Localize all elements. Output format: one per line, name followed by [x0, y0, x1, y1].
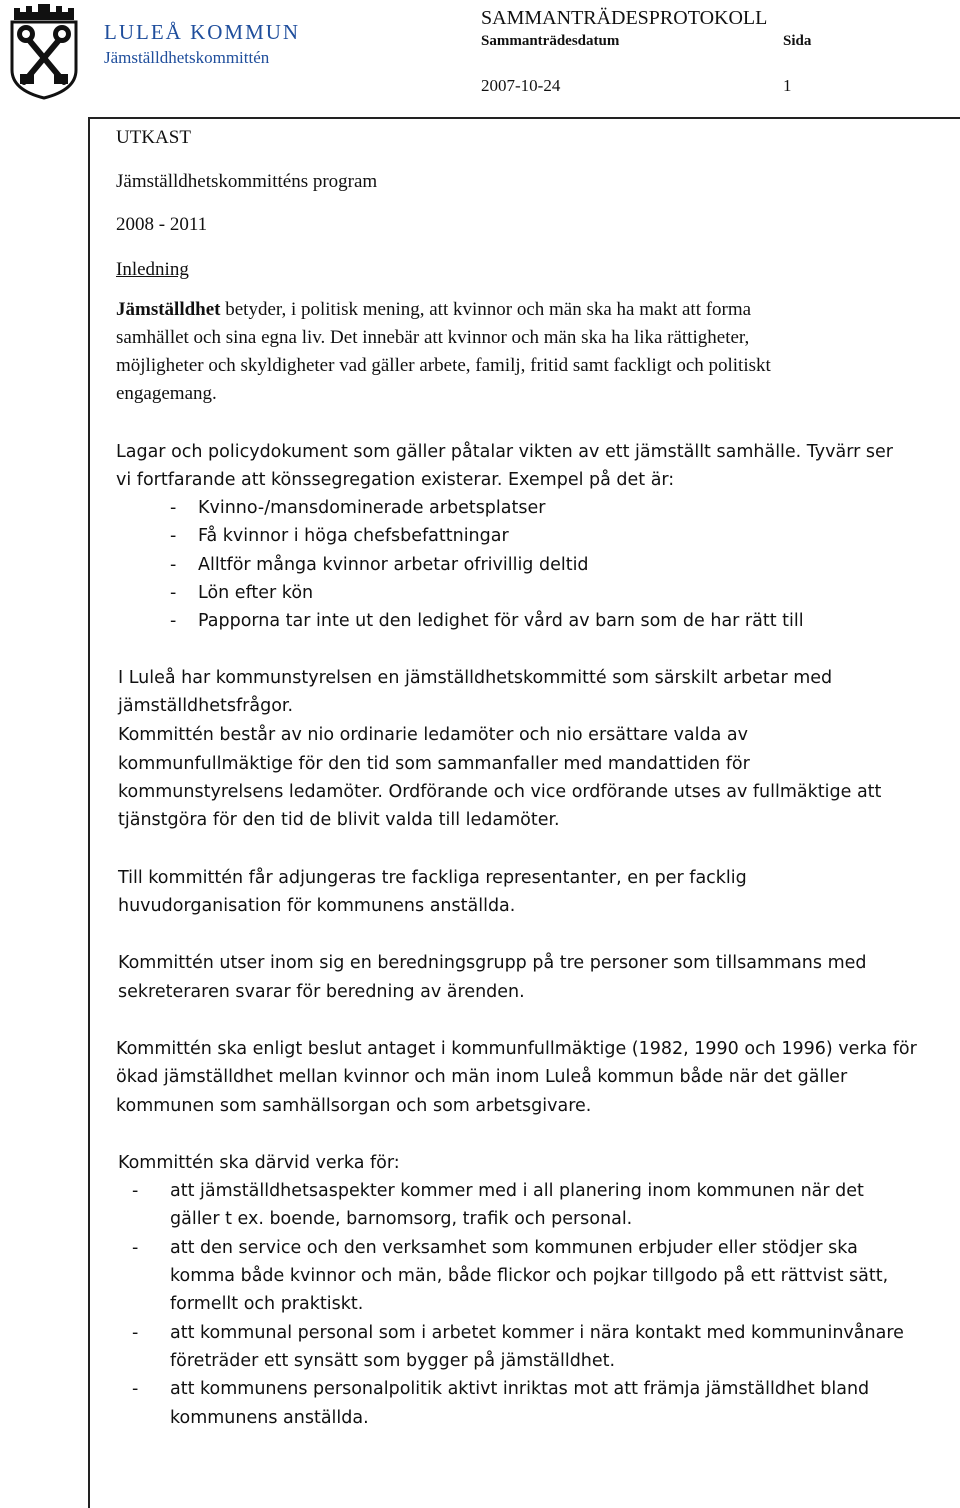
page-label: Sida — [783, 33, 812, 49]
list-item: kommunens anställda. — [170, 1408, 369, 1428]
intro-heading: Inledning — [116, 259, 189, 280]
list-bullet: - — [170, 526, 177, 546]
list-item: Papporna tar inte ut den ledighet för vård av barn som de har rätt till — [198, 611, 804, 631]
org-unit: Jämställdhetskommittén — [104, 48, 270, 67]
paragraph-line: tjänstgöra för den tid de blivit valda till ledamöter. — [118, 810, 560, 830]
paragraph-line: Kommittén utser inom sig en beredningsgrupp på tre personer som tillsammans med — [118, 953, 867, 973]
program-years: 2008 - 2011 — [116, 214, 208, 235]
list-item: formellt och praktiskt. — [170, 1294, 364, 1314]
paragraph-line: Till kommittén får adjungeras tre fackliga representanter, en per facklig — [118, 868, 747, 888]
list-item: att kommunens personalpolitik aktivt inriktas mot att främja jämställdhet bland — [170, 1379, 870, 1399]
list-bullet: - — [132, 1379, 139, 1399]
paragraph-line: sekreteraren svarar för beredning av ärenden. — [118, 982, 525, 1002]
paragraph-line: samhället och sina egna liv. Det innebär att kvinnor och män ska ha lika rättigheter, — [116, 327, 750, 348]
list-item: företräder ett synsätt som bygger på jämställdhet. — [170, 1351, 616, 1371]
paragraph-line — [116, 296, 751, 324]
paragraph-line: kommunen som samhällsorgan och som arbetsgivare. — [116, 1096, 592, 1116]
program-title: Jämställdhetskommitténs program — [116, 171, 378, 192]
paragraph-line: möjligheter och skyldigheter vad gäller arbete, familj, fritid samt fackligt och politiskt — [116, 355, 771, 376]
org-name: LULEÅ KOMMUN — [104, 20, 301, 44]
list-bullet: - — [170, 583, 177, 603]
paragraph-line: Kommittén ska därvid verka för: — [118, 1153, 400, 1173]
paragraph-line: vi fortfarande att könssegregation existerar. Exempel på det är: — [116, 470, 675, 490]
list-bullet: - — [132, 1238, 139, 1258]
document-header — [0, 0, 960, 118]
list-bullet: - — [132, 1181, 139, 1201]
list-bullet: - — [170, 611, 177, 631]
meeting-date: 2007-10-24 — [481, 76, 561, 95]
paragraph-line: kommunfullmäktige för den tid som sammanfaller med mandattiden för — [118, 754, 750, 774]
header-divider — [90, 117, 960, 119]
paragraph-line: ökad jämställdhet mellan kvinnor och män inom Luleå kommun både när det gäller — [116, 1067, 848, 1087]
paragraph-line: kommunstyrelsens ledamöter. Ordförande och vice ordförande utses av fullmäktige att — [118, 782, 882, 802]
draft-label: UTKAST — [116, 127, 191, 148]
list-item: Kvinno-/mansdominerade arbetsplatser — [198, 498, 546, 518]
left-margin-rule — [88, 117, 90, 1508]
paragraph-line: Lagar och policydokument som gäller påtalar vikten av ett jämställt samhälle. Tyvärr ser — [116, 442, 893, 462]
list-item: komma både kvinnor och män, både flickor och pojkar tillgodo på ett rättvist sätt, — [170, 1266, 889, 1286]
term-bold: Jämställdhet — [116, 299, 221, 320]
list-item: Lön efter kön — [198, 583, 314, 603]
list-item: gäller t ex. boende, barnomsorg, trafik och personal. — [170, 1209, 633, 1229]
list-item: Få kvinnor i höga chefsbefattningar — [198, 526, 509, 546]
list-item: Alltför många kvinnor arbetar ofrivillig deltid — [198, 555, 589, 575]
municipal-crest-icon — [8, 0, 80, 100]
list-bullet: - — [132, 1323, 139, 1343]
list-item: att den service och den verksamhet som kommunen erbjuder eller stödjer ska — [170, 1238, 858, 1258]
paragraph-line: Kommittén ska enligt beslut antaget i kommunfullmäktige (1982, 1990 och 1996) verka för — [116, 1039, 917, 1059]
paragraph-line: huvudorganisation för kommunens anställda. — [118, 896, 516, 916]
date-label: Sammanträdesdatum — [481, 33, 620, 49]
document-type: SAMMANTRÄDESPROTOKOLL — [481, 7, 768, 29]
page-number: 1 — [783, 76, 792, 95]
list-item: att kommunal personal som i arbetet kommer i nära kontakt med kommuninvånare — [170, 1323, 904, 1343]
list-bullet: - — [170, 498, 177, 518]
paragraph-line: Kommittén består av nio ordinarie ledamöter och nio ersättare valda av — [118, 725, 748, 745]
list-bullet: - — [170, 555, 177, 575]
paragraph-line: engagemang. — [116, 383, 217, 404]
paragraph-line: jämställdhetsfrågor. — [118, 696, 294, 716]
list-item: att jämställdhetsaspekter kommer med i all planering inom kommunen när det — [170, 1181, 864, 1201]
paragraph-line: I Luleå har kommunstyrelsen en jämställdhetskommitté som särskilt arbetar med — [118, 668, 833, 688]
paragraph-text: betyder, i politisk mening, att kvinnor och män ska ha makt att forma — [220, 299, 752, 320]
